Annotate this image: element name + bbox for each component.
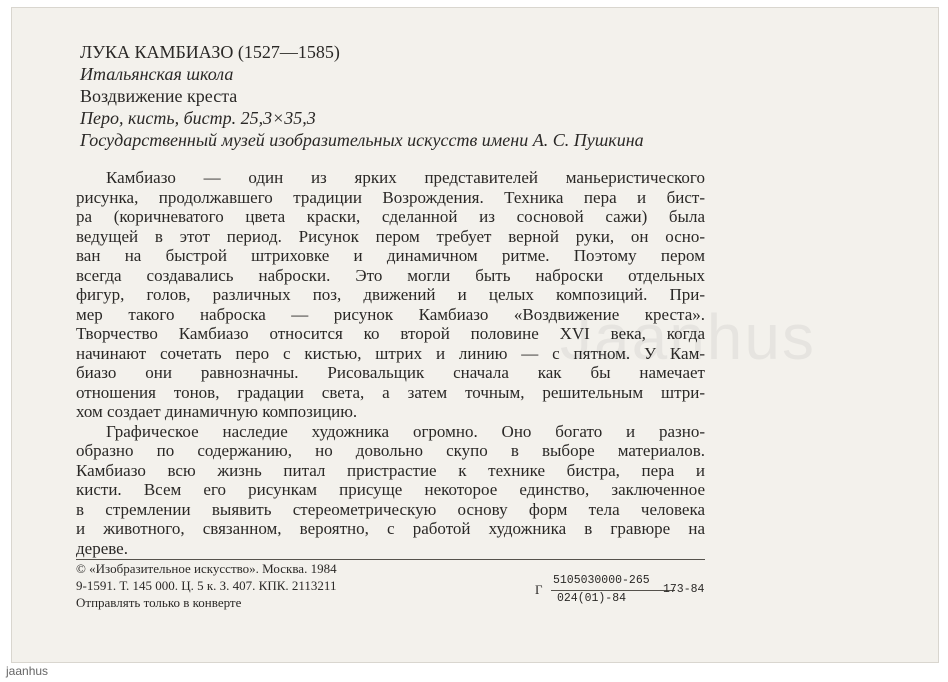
text-line: ван на быстрой штриховке и динамичном ритме. Поэтому пером (76, 246, 705, 265)
catalog-code (535, 574, 735, 610)
text-line: дереве. (76, 538, 128, 558)
artwork-header (80, 41, 720, 151)
school-label: Итальянская школа (80, 64, 234, 84)
text-line: рисунка, продолжавшего традиции Возрождения. Техника пера и бист- (76, 187, 705, 207)
text-line: хом создает динамичную композицию. (76, 402, 358, 421)
corner-watermark: jaanhus (6, 664, 49, 678)
text-line: ведущей в этот период. Рисунок пером требует верной руки, он осно- (76, 226, 705, 246)
text-line: всегда создавались наброски. Это могли быть наброски отдельных (76, 265, 705, 285)
code-denominator: 024(01)-84 (557, 592, 627, 605)
text-line: ра (коричневатого цвета краски, сделанной из сосновой сажи) была (76, 207, 705, 226)
code-letter: Г (535, 582, 543, 597)
code-suffix: 173-84 (663, 583, 705, 596)
artwork-title: Воздвижение креста (80, 86, 238, 106)
text-line: образно по содержанию, но довольно скупо в выборе материалов. (76, 441, 705, 460)
text-line: начинают сочетать перо с кистью, штрих и линию — с пятном. У Кам- (76, 343, 705, 363)
print-info-line: 9-1591. Т. 145 000. Ц. 5 к. З. 407. КПК. 2113211 (76, 578, 337, 593)
text-line: Камбиазо всю жизнь питал пристрастие к технике бистра, пера и (76, 460, 705, 480)
museum-label: Государственный музей изобразительных искусств имени А. С. Пушкина (80, 130, 644, 150)
text-line: биазо они равнозначны. Рисовальщик сначала как бы намечает (76, 363, 705, 382)
text-line: кисти. Всем его рисункам присуще некоторое единство, заключенное (76, 480, 705, 499)
watermark: Jaanhus (560, 301, 816, 373)
text-line: и животного, связанном, вероятно, с работой художника в гравюре на (76, 519, 705, 538)
mailing-note: Отправлять только в конверте (76, 595, 242, 610)
imprint (76, 560, 337, 611)
text-line: в стремлении выявить стереометрическую основу форм тела человека (76, 499, 705, 519)
text-line: Графическое наследие художника огромно. Оно богато и разно- (106, 421, 705, 441)
text-line: мер такого наброска — рисунок Камбиазо «Воздвижение креста». (76, 304, 705, 324)
text-line: отношения тонов, градации света, а затем точным, решительным штри- (76, 382, 705, 402)
text-line: Камбиазо — один из ярких представителей маньеристического (106, 168, 705, 187)
code-numerator: 5105030000-265 (553, 574, 650, 587)
technique-label: Перо, кисть, бистр. 25,3×35,3 (80, 108, 316, 128)
text-line: фигур, голов, различных поз, движений и целых композиций. При- (76, 285, 705, 304)
artist-name: ЛУКА КАМБИАЗО (1527—1585) (80, 42, 340, 62)
fraction-bar (551, 590, 675, 591)
publisher-line: © «Изобразительное искусство». Москва. 1984 (76, 561, 337, 576)
text-line: Творчество Камбиазо относится ко второй половине XVI века, когда (76, 324, 705, 343)
